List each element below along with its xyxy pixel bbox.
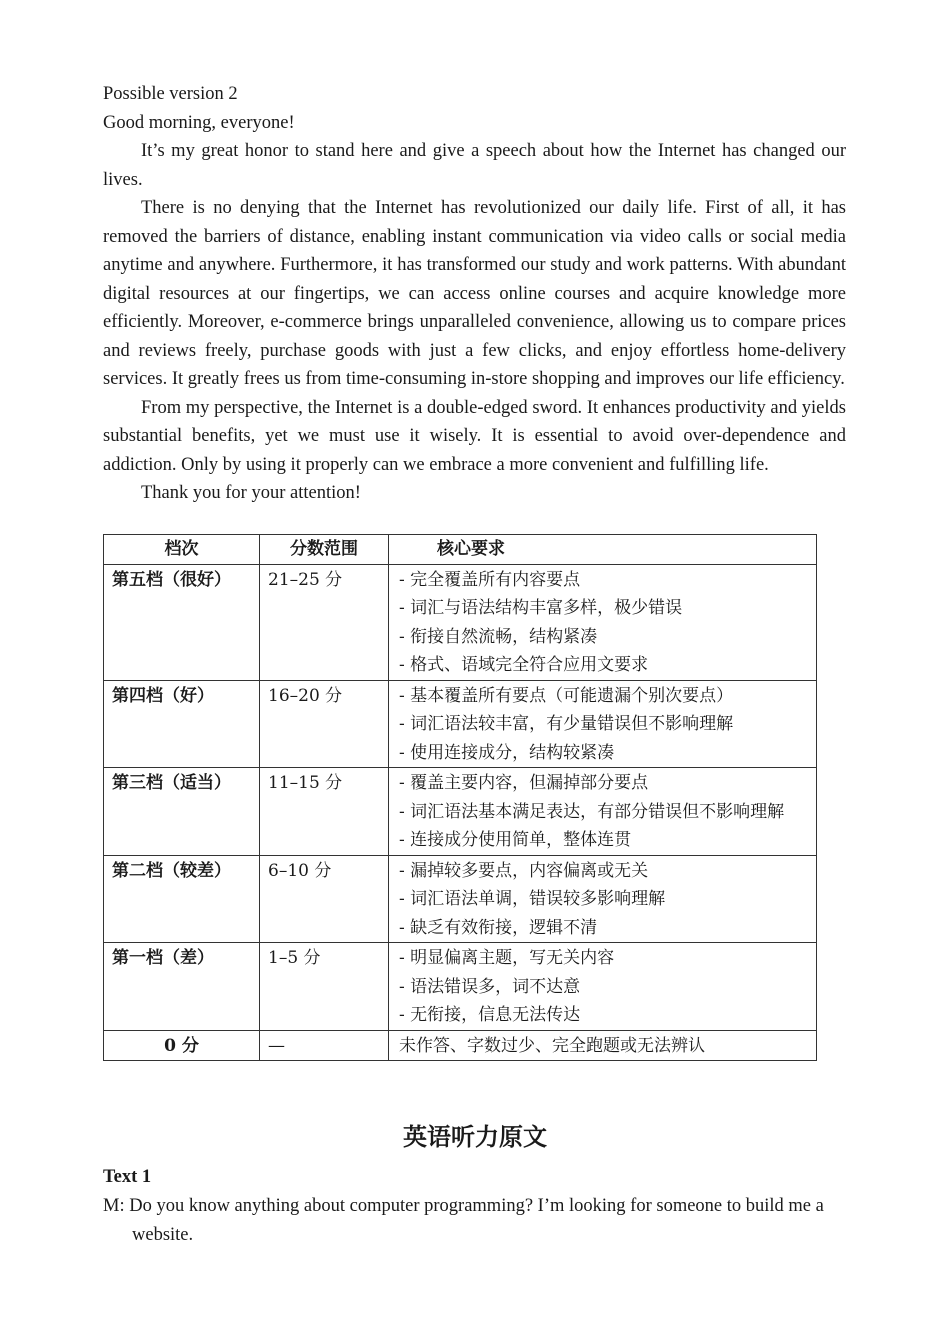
requirements-cell [389,768,817,856]
table-row [104,564,817,680]
requirement-item: - 完全覆盖所有内容要点 [399,566,808,595]
listening-transcript [103,1163,846,1250]
score-cell: 6–10 分 [260,855,389,943]
requirement-item: - 词汇语法基本满足表达，有部分错误但不影响理解 [399,798,808,827]
level-cell: 第五档（很好） [104,564,260,680]
table-row [104,855,817,943]
essay-paragraph: There is no denying that the Internet has revolutionized our daily life. First of all, it has removed the barriers of distance, enabling instant communication via video calls or social media anytime and anywhere. Furthermore, it has transformed our study and work patterns. With abundant digital resources at our fingertips, we can access online courses and acquire knowledge more efficiently. Moreover, e-commerce brings unparalleled convenience, allowing us to compare prices and reviews freely, purchase goods with just a few clicks, and enjoy effortless home-delivery services. It greatly frees us from time-consuming in-store shopping and improves our life efficiency. [103,198,846,389]
header-requirements: 核心要求 [389,535,817,565]
requirement-item: 未作答、字数过少、完全跑题或无法辨认 [399,1035,705,1056]
text-label: Text 1 [103,1167,152,1187]
score-cell: — [260,1030,389,1061]
requirement-item: - 连接成分使用简单，整体连贯 [399,826,808,855]
essay-paragraph: From my perspective, the Internet is a double-edged sword. It enhances productivity and yields substantial benefits, yet we must use it wisely. It is essential to avoid over-dependence and addiction. Only by using it properly can we embrace a more convenient and fulfilling life. [103,397,846,475]
requirement-item: - 词汇语法单调，错误较多影响理解 [399,885,808,914]
score-cell: 16–20 分 [260,680,389,768]
requirements-cell [389,564,817,680]
essay-closing: Thank you for your attention! [141,483,361,503]
score-cell: 21–25 分 [260,564,389,680]
requirement-item: - 基本覆盖所有要点（可能遗漏个别次要点） [399,682,808,711]
table-row [104,680,817,768]
level-cell: 第四档（好） [104,680,260,768]
essay-paragraph: It’s my great honor to stand here and give a speech about how the Internet has changed our lives. [103,141,846,190]
level-cell: 第一档（差） [104,943,260,1031]
score-cell: 11–15 分 [260,768,389,856]
dialog-line: M: Do you know anything about computer programming? I’m looking for someone to build me a website. [103,1196,824,1245]
header-level: 档次 [104,535,260,565]
requirement-item: - 语法错误多，词不达意 [399,973,808,1002]
score-cell: 1–5 分 [260,943,389,1031]
level-cell: 第二档（较差） [104,855,260,943]
requirement-item: - 使用连接成分，结构较紧凑 [399,739,808,768]
level-cell: 0 分 [104,1030,260,1061]
requirements-cell [389,943,817,1031]
table-header-row [104,535,817,565]
requirements-cell [389,855,817,943]
requirement-item: - 格式、语域完全符合应用文要求 [399,651,808,680]
requirement-item: - 词汇与语法结构丰富多样，极少错误 [399,594,808,623]
essay-greeting: Good morning, everyone! [103,112,295,133]
requirement-item: - 衔接自然流畅，结构紧凑 [399,623,808,652]
table-row [104,768,817,856]
version-label: Possible version 2 [103,84,238,104]
model-essay [103,80,846,508]
section-title: 英语听力原文 [403,1123,547,1151]
table-row [104,943,817,1031]
requirements-cell [389,680,817,768]
requirement-item: - 词汇语法较丰富，有少量错误但不影响理解 [399,710,808,739]
header-score-range: 分数范围 [260,535,389,565]
table-row [104,1030,817,1061]
requirement-item: - 覆盖主要内容，但漏掉部分要点 [399,769,808,798]
requirements-cell [389,1030,817,1061]
requirement-item: - 明显偏离主题，写无关内容 [399,944,808,973]
scoring-rubric-table [103,534,817,1061]
requirement-item: - 缺乏有效衔接，逻辑不清 [399,914,808,943]
requirement-item: - 漏掉较多要点，内容偏离或无关 [399,857,808,886]
requirement-item: - 无衔接，信息无法传达 [399,1001,808,1030]
level-cell: 第三档（适当） [104,768,260,856]
